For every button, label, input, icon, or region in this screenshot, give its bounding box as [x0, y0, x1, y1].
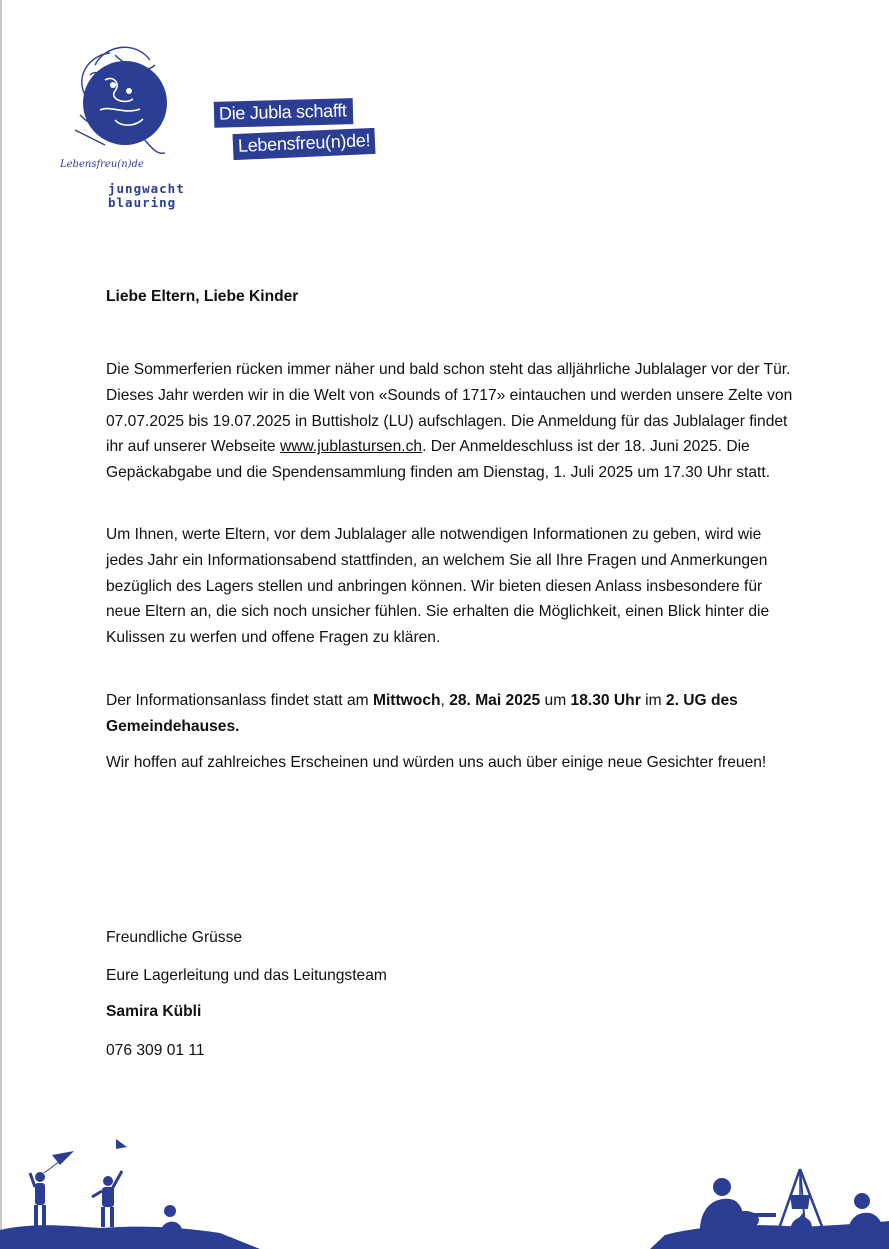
event-sep: ,: [440, 692, 450, 709]
brand-name: [108, 182, 185, 210]
slogan-line-2: Lebensfreu(n)de!: [233, 128, 376, 160]
slogan-line-1: Die Jubla schafft: [214, 98, 353, 128]
event-text-um: um: [540, 692, 571, 709]
event-weekday: Mittwoch: [372, 692, 441, 709]
intro-text: Die Sommerferien rücken immer näher und bald schon steht das alljährliche Jublalager vor der Tür. Dieses Jahr werden wir in die Welt von «Sounds of 1717» eintauchen und werden unsere Zelte von 07.07.2025 bis 19.07.2025 in Buttisholz (LU) aufschlagen. Die Anmeldung für das Jublalager findet ihr auf unserer Webseite: [106, 361, 793, 456]
intro-text-end: . Der Anmeldeschluss ist der 18. Juni 2025. Die Gepäckabgabe und die Spendensammlung finden am Dienstag, 1. Juli 2025 um 17.30 Uhr statt.: [106, 438, 771, 482]
paragraph-info-evening: Um Ihnen, werte Eltern, vor dem Jublalager alle notwendigen Informationen zu geben, wird wie jedes Jahr ein Informationsabend stattfinden, an welchem Sie all Ihre Fragen und Anmerkungen bezüglich des Lagers stellen und anbringen können. Wir bieten diesen Anlass insbesondere für neue Eltern an, die sich noch unsicher fühlen. Sie erhalten die Möglichkeit, einen Blick hinter die Kulissen zu werfen und offene Fragen zu klären.: [106, 526, 770, 647]
salutation: Liebe Eltern, Liebe Kinder: [106, 288, 299, 305]
paragraph-intro: [106, 357, 796, 486]
child-sitting-icon: [160, 1205, 186, 1235]
footer-illustration: [0, 1125, 889, 1249]
kite-small-icon: [116, 1139, 127, 1149]
signature-name: Samira Kübli: [106, 1003, 202, 1020]
event-time: 18.30 Uhr: [570, 692, 641, 709]
event-date: 28. Mai 2025: [449, 692, 541, 709]
event-text: Der Informationsanlass findet statt am: [106, 692, 373, 709]
child-waving-icon: [92, 1171, 122, 1227]
event-location: 2. UG des Gemeindehauses.: [106, 692, 738, 735]
child-silhouette-icon: [30, 1172, 46, 1227]
paragraph-event-details: [106, 688, 796, 740]
website-link[interactable]: www.jublastursen.ch: [279, 438, 423, 456]
signature-team: Eure Lagerleitung und das Leitungsteam: [106, 967, 387, 984]
closing-greeting: Freundliche Grüsse: [106, 929, 243, 946]
signature-phone: 076 309 01 11: [106, 1042, 205, 1059]
logo-caption: Lebensfreu(n)de: [60, 159, 144, 170]
brand-line-1: jungwacht: [108, 181, 185, 196]
grass-left-icon: [0, 1225, 260, 1249]
kite-icon: [52, 1151, 74, 1165]
brand-line-2: blauring: [108, 195, 177, 210]
person-sitting-icon: [848, 1193, 883, 1239]
paragraph-closing-wish: Wir hoffen auf zahlreiches Erscheinen und würden uns auch über einige neue Gesichter freuen!: [106, 754, 767, 771]
page-edge: [0, 0, 2, 1249]
event-text-im: im: [640, 692, 666, 709]
